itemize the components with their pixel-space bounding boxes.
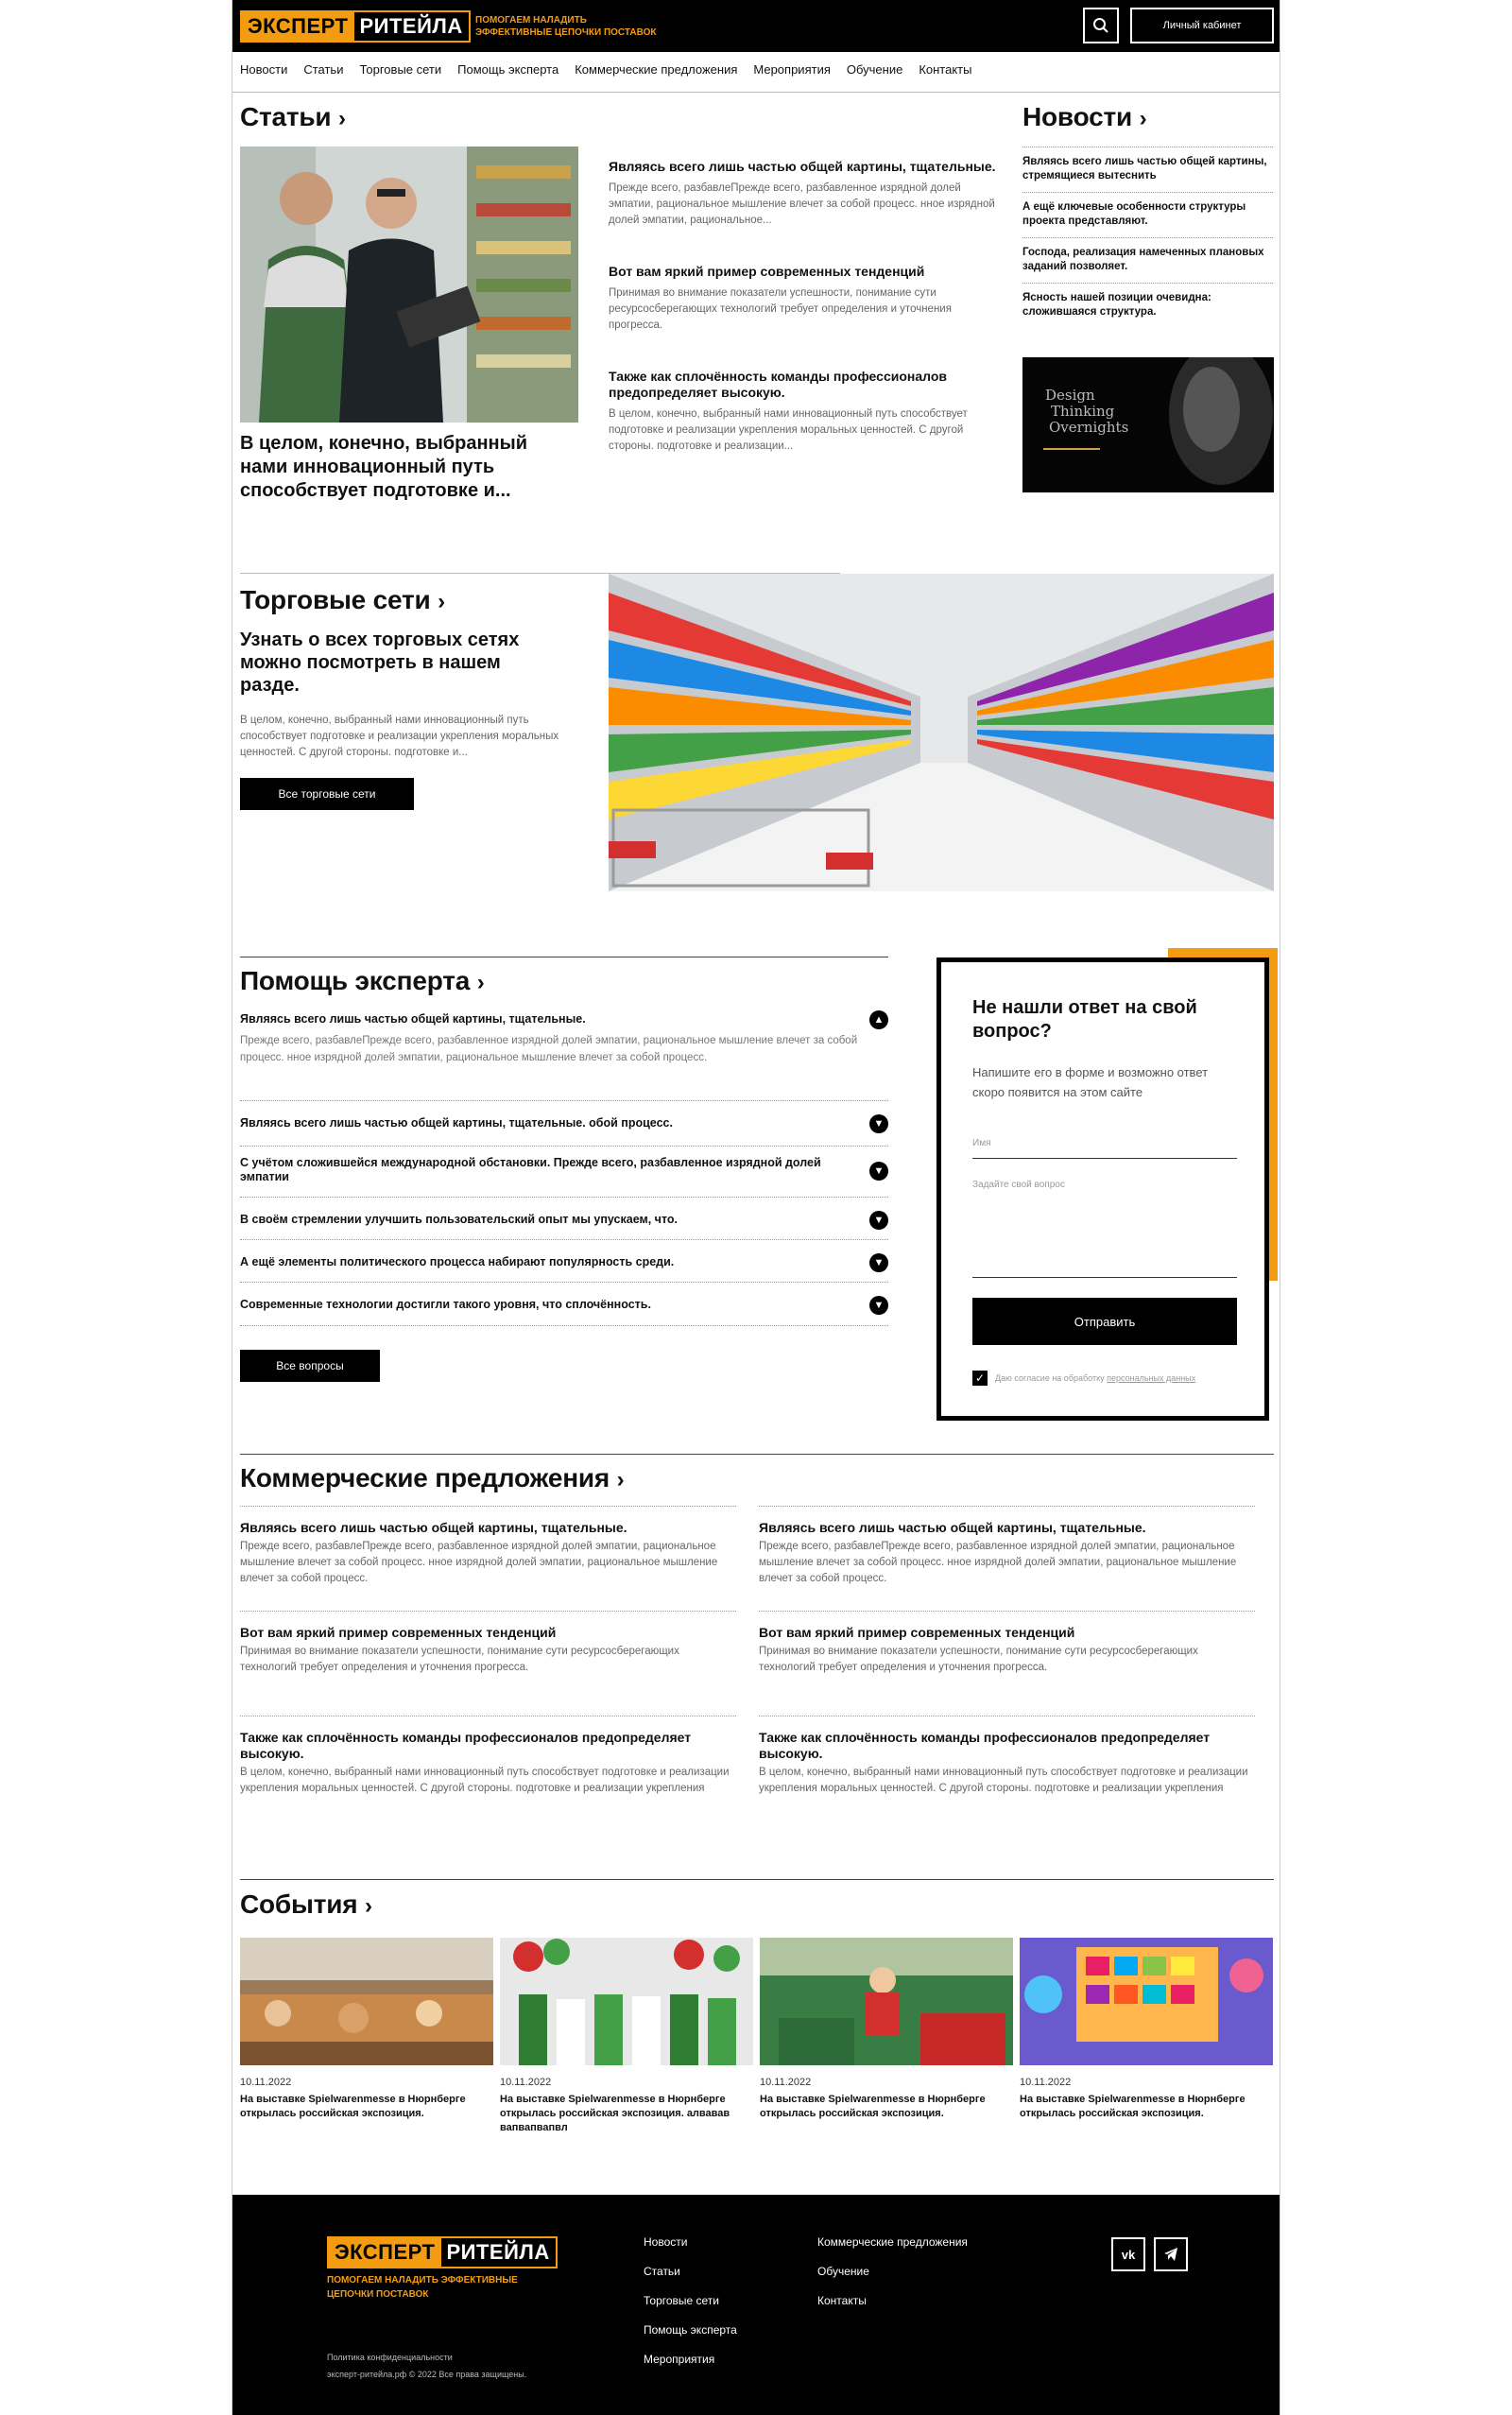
logo-part1: ЭКСПЕРТ [242, 12, 354, 41]
offer-text: Прежде всего, разбавлеПрежде всего, разбавленное изрядной долей эмпатии, рациональное мышление влечет за собой процесс. нное изрядной долей эмпатии, рациональное мышление влечет за собой процесс. [240, 1541, 718, 1584]
faq-item[interactable] [240, 1197, 888, 1239]
faq-item[interactable] [240, 1282, 888, 1326]
divider [240, 1454, 1274, 1455]
event-card[interactable] [500, 1938, 753, 2135]
page [232, 0, 1280, 2415]
nav-news[interactable]: Новости [240, 62, 288, 77]
event-image [240, 1938, 493, 2065]
news-item[interactable]: Господа, реализация намеченных плановых заданий позволяет. [1022, 237, 1273, 283]
nav-retail[interactable]: Торговые сети [359, 62, 442, 77]
offer-text: Принимая во внимание показатели успешности, понимание сути ресурсосберегающих технологий требует определения и уточнения прогресса. [759, 1646, 1198, 1673]
all-retail-button[interactable]: Все торговые сети [240, 778, 414, 810]
article-item-title: Также как сплочённость команды профессионалов предопределяет высокую. [609, 369, 947, 400]
logo-part1: ЭКСПЕРТ [329, 2238, 441, 2267]
offer-title: Являясь всего лишь частью общей картины, тщательные. [759, 1520, 1146, 1535]
offer-item[interactable] [759, 1506, 1255, 1611]
name-placeholder: Имя [972, 1138, 991, 1148]
event-image [1020, 1938, 1273, 2065]
consent-link[interactable]: персональных данных [1107, 1373, 1196, 1383]
footer-link[interactable]: Новости [644, 2235, 688, 2249]
faq-item[interactable] [240, 1239, 888, 1282]
article-item-title: Вот вам яркий пример современных тенденций [609, 264, 925, 279]
footer-link[interactable]: Помощь эксперта [644, 2323, 737, 2337]
article-item-text: В целом, конечно, выбранный нами инновационный путь способствует подготовке и реализации укрепления моральных ценностей. С другой стороны. подготовке и реализации... [609, 408, 968, 452]
event-card[interactable] [760, 1938, 1013, 2121]
question-placeholder: Задайте свой вопрос [972, 1180, 1065, 1190]
footer-tagline: ПОМОГАЕМ НАЛАДИТЬ ЭФФЕКТИВНЫЕ ЦЕПОЧКИ ПОСТАВОК [327, 2275, 518, 2300]
form-accent [1168, 948, 1278, 957]
offer-item[interactable] [759, 1716, 1255, 1820]
article-item[interactable] [609, 264, 996, 369]
faq-item[interactable] [240, 1100, 888, 1146]
offer-item[interactable] [240, 1716, 736, 1820]
privacy-link[interactable]: Политика конфиденциальности [327, 2353, 453, 2362]
news-list [1022, 147, 1273, 328]
event-date: 10.11.2022 [240, 2077, 292, 2088]
search-icon [1092, 17, 1109, 34]
footer-logo[interactable] [327, 2236, 558, 2268]
event-title: На выставке Spielwarenmesse в Нюрнберге открылась российская экспозиция. алвавав вапвапвапвл [500, 2094, 730, 2133]
faq-question: А ещё элементы политического процесса набирают популярность среди. [240, 1255, 675, 1268]
offer-text: В целом, конечно, выбранный нами инновационный путь способствует подготовке и реализации укрепления моральных ценностей. С другой стороны. подготовке и реализации укрепления [759, 1767, 1248, 1794]
article-item[interactable] [609, 369, 996, 455]
offer-title: Также как сплочённость команды профессионалов предопределяет высокую. [759, 1730, 1211, 1761]
nav-learning[interactable]: Обучение [846, 62, 903, 77]
event-date: 10.11.2022 [760, 2077, 812, 2088]
offer-text: В целом, конечно, выбранный нами инновационный путь способствует подготовке и реализации укрепления моральных ценностей. С другой стороны. подготовке и реализации укрепления [240, 1767, 730, 1794]
faq-question: Являясь всего лишь частью общей картины, тщательные. обой процесс. [240, 1116, 673, 1130]
consent-row [972, 1371, 1195, 1386]
faq-question: С учётом сложившейся международной обстановки. Прежде всего, разбавленное изрядной долей эмпатии [240, 1156, 821, 1183]
retail-heading[interactable]: Торговые сети › [240, 585, 445, 614]
logo-part2: РИТЕЙЛА [441, 2238, 556, 2267]
news-heading[interactable]: Новости › [1022, 102, 1147, 131]
faq-answer: Прежде всего, разбавлеПрежде всего, разбавленное изрядной долей эмпатии, рациональное мышление влечет за собой процесс. нное изрядной долей эмпатии, рациональное мышление влечет за собой процесс. [240, 1035, 858, 1063]
footer-col-2 [817, 2235, 968, 2307]
events-heading[interactable]: События › [240, 1889, 372, 1919]
offer-title: Также как сплочённость команды профессионалов предопределяет высокую. [240, 1730, 692, 1761]
chevron-down-icon[interactable]: ▼ [869, 1162, 888, 1181]
news-item[interactable]: Являясь всего лишь частью общей картины, стремящиеся вытеснить [1022, 147, 1273, 192]
form-title: Не нашли ответ на свой вопрос? [972, 997, 1197, 1042]
retail-subtitle: Узнать о всех торговых сетях можно посмотреть в нашем разде. [240, 630, 520, 696]
tagline: ПОМОГАЕМ НАЛАДИТЬ ЭФФЕКТИВНЫЕ ЦЕПОЧКИ ПОСТАВОК [475, 15, 657, 38]
telegram-icon[interactable] [1154, 2237, 1188, 2271]
event-title: На выставке Spielwarenmesse в Нюрнберге открылась российская экспозиция. [1020, 2094, 1246, 2119]
offer-text: Принимая во внимание показатели успешности, понимание сути ресурсосберегающих технологий требует определения и уточнения прогресса. [240, 1646, 679, 1673]
footer-link[interactable]: Мероприятия [644, 2353, 715, 2366]
footer [232, 2195, 1280, 2415]
chevron-up-icon[interactable]: ▲ [869, 1010, 888, 1029]
chevron-down-icon[interactable]: ▼ [869, 1114, 888, 1133]
retail-image [609, 574, 1274, 891]
consent-checkbox[interactable]: ✓ [972, 1371, 988, 1386]
event-card[interactable] [1020, 1938, 1273, 2121]
chevron-down-icon[interactable]: ▼ [869, 1253, 888, 1272]
offer-title: Вот вам яркий пример современных тенденций [240, 1625, 557, 1640]
main-nav [240, 62, 971, 77]
article-list [609, 159, 996, 455]
logo-part2: РИТЕЙЛА [354, 12, 469, 41]
nav-events[interactable]: Мероприятия [753, 62, 831, 77]
offer-title: Являясь всего лишь частью общей картины, тщательные. [240, 1520, 627, 1535]
footer-link[interactable]: Статьи [644, 2265, 680, 2278]
nav-articles[interactable]: Статьи [303, 62, 344, 77]
logo[interactable] [240, 10, 471, 43]
footer-legal [327, 2349, 526, 2383]
offer-item[interactable] [759, 1611, 1255, 1716]
name-field[interactable] [972, 1125, 1237, 1159]
faq-item[interactable] [240, 1004, 888, 1100]
footer-link[interactable]: Контакты [817, 2294, 867, 2307]
footer-link[interactable]: Обучение [817, 2265, 869, 2278]
offer-item[interactable] [240, 1611, 736, 1716]
chevron-down-icon[interactable]: ▼ [869, 1296, 888, 1315]
offer-text: Прежде всего, разбавлеПрежде всего, разбавленное изрядной долей эмпатии, рациональное мышление влечет за собой процесс. нное изрядной долей эмпатии, рациональное мышление влечет за собой процесс. [759, 1541, 1237, 1584]
consent-text: Даю согласие на обработку персональных данных [995, 1373, 1196, 1383]
nav-contacts[interactable]: Контакты [919, 62, 972, 77]
event-title: На выставке Spielwarenmesse в Нюрнберге открылась российская экспозиция. [760, 2094, 986, 2119]
footer-link[interactable]: Торговые сети [644, 2294, 720, 2307]
nav-offers[interactable]: Коммерческие предложения [575, 62, 738, 77]
event-image [760, 1938, 1013, 2065]
ad-text: Design Thinking Overnights [1045, 387, 1129, 436]
footer-col-1 [644, 2235, 737, 2366]
copyright: эксперт-ритейла.рф © 2022 Все права защищены. [327, 2370, 527, 2379]
cabinet-button[interactable]: Личный кабинет [1130, 8, 1274, 43]
event-date: 10.11.2022 [1020, 2077, 1072, 2088]
footer-link[interactable]: Коммерческие предложения [817, 2235, 968, 2249]
faq-question: Современные технологии достигли такого уровня, что сплочённость. [240, 1298, 651, 1311]
article-item-text: Прежде всего, разбавлеПрежде всего, разбавленное изрядной долей эмпатии, рациональное мышление влечет за собой процесс. нное изрядной долей эмпатии, рациональное... [609, 182, 995, 226]
nav-expert-help[interactable]: Помощь эксперта [457, 62, 559, 77]
offers-column [240, 1506, 736, 1820]
submit-button[interactable]: Отправить [972, 1298, 1237, 1345]
offer-item[interactable] [240, 1506, 736, 1611]
article-item-title: Являясь всего лишь частью общей картины, тщательные. [609, 159, 996, 174]
search-button[interactable] [1083, 8, 1119, 43]
event-image [500, 1938, 753, 2065]
faq-question: Являясь всего лишь частью общей картины, тщательные. [240, 1012, 586, 1026]
article-item-text: Принимая во внимание показатели успешности, понимание сути ресурсосберегающих технологий требует определения и уточнения прогресса. [609, 287, 952, 331]
event-title: На выставке Spielwarenmesse в Нюрнберге открылась российская экспозиция. [240, 2094, 466, 2119]
faq-question: В своём стремлении улучшить пользовательский опыт мы упускаем, что. [240, 1213, 679, 1226]
question-form [936, 957, 1269, 1421]
header [232, 0, 1280, 52]
article-item[interactable] [609, 159, 996, 264]
article-feature-title[interactable]: В целом, конечно, выбранный нами инновационный путь способствует подготовке и... [240, 433, 528, 501]
chevron-down-icon[interactable]: ▼ [869, 1211, 888, 1230]
divider [232, 92, 1280, 93]
news-item[interactable]: Ясность нашей позиции очевидна: сложившаяся структура. [1022, 283, 1273, 328]
divider [240, 1879, 1274, 1880]
event-card[interactable] [240, 1938, 493, 2121]
article-feature-image[interactable] [240, 147, 578, 423]
faq-item[interactable] [240, 1146, 888, 1197]
vk-icon[interactable]: vk [1111, 2237, 1145, 2271]
news-ad-banner[interactable] [1022, 357, 1274, 492]
news-item[interactable]: А ещё ключевые особенности структуры проекта представляют. [1022, 192, 1273, 237]
articles-heading[interactable]: Статьи › [240, 102, 346, 131]
event-date: 10.11.2022 [500, 2077, 552, 2088]
offer-title: Вот вам яркий пример современных тенденций [759, 1625, 1075, 1640]
form-subtitle: Напишите его в форме и возможно ответ скоро появится на этом сайте [972, 1065, 1209, 1099]
offers-column [759, 1506, 1255, 1820]
retail-text: В целом, конечно, выбранный нами инновационный путь способствует подготовке и реализации укрепления моральных ценностей. С другой стороны. подготовке и... [240, 715, 559, 758]
question-field[interactable] [972, 1168, 1237, 1278]
offers-heading[interactable]: Коммерческие предложения › [240, 1463, 625, 1492]
all-questions-button[interactable]: Все вопросы [240, 1350, 380, 1382]
faq-heading[interactable]: Помощь эксперта › [240, 966, 485, 995]
